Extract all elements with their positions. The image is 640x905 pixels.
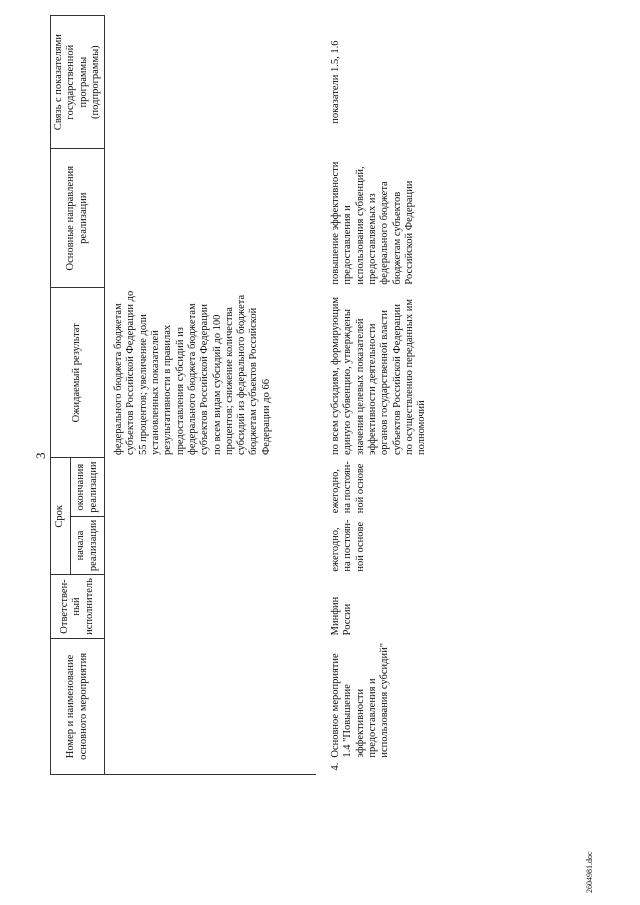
cell-start: ежегодно, на постоян-ной основе — [330, 519, 366, 572]
cell-link — [105, 16, 317, 149]
measures-table — [50, 15, 432, 775]
header-end: окончания реализации — [70, 458, 104, 516]
cell-name — [105, 638, 317, 760]
cell-result: по всем субсидиям, формирующим единую субвенцию, утверждены значения целевых показателей эффективности деятельности органов государственной власти субъектов Российской Федерации по осуществлению переданных им полномочий — [330, 296, 428, 455]
cell-directions — [105, 149, 317, 288]
cell-responsible — [105, 575, 317, 639]
header-period: Срок — [51, 458, 71, 575]
header-result: Ожидаемый результат — [51, 288, 105, 458]
table-row — [316, 16, 431, 775]
cell-num: 4. — [330, 762, 342, 771]
cell-responsible: Минфин России — [330, 596, 354, 636]
cell-end: ежегодно, на постоян-ной основе — [330, 461, 366, 514]
cell-directions: повышение эффективности предоставления и использования субвенций, предоставляемых из федерального бюджета бюджетам субъектов Российской Федерации — [330, 161, 415, 285]
header-link: Связь с показателями государственной программы (подпрограммы) — [51, 16, 105, 149]
footer-code: 2604981.doc — [585, 851, 594, 893]
header-directions: Основные направления реализации — [51, 149, 105, 288]
cell-name: Основное мероприятие 1.4 "Повышение эффективности предоставления и использования субсидий" — [330, 643, 391, 758]
header-start: начала реализации — [70, 516, 104, 574]
cell-result: федерального бюджета бюджетам субъектов Российской Федерации до 55 процентов; увеличение доли установленных показателей результативности в правилах предоставления субсидий из федерального бюджета бюджетам субъектов Российской Федерации по всем видам субсидий до 100 процентов; снижение количества субсидий из федерального бюджета бюджетам субъектов Российской Федерации до 66 — [113, 290, 272, 455]
cell-num — [105, 761, 317, 775]
header-responsible: Ответствен-ный исполнитель — [51, 575, 105, 639]
table-row — [105, 16, 317, 775]
header-name: Номер и наименование основного мероприятия — [51, 638, 105, 774]
cell-link: показатели 1.5, 1.6 — [330, 40, 342, 124]
cell-end — [105, 458, 317, 516]
page-number: 3 — [33, 452, 48, 459]
cell-start — [105, 516, 317, 574]
